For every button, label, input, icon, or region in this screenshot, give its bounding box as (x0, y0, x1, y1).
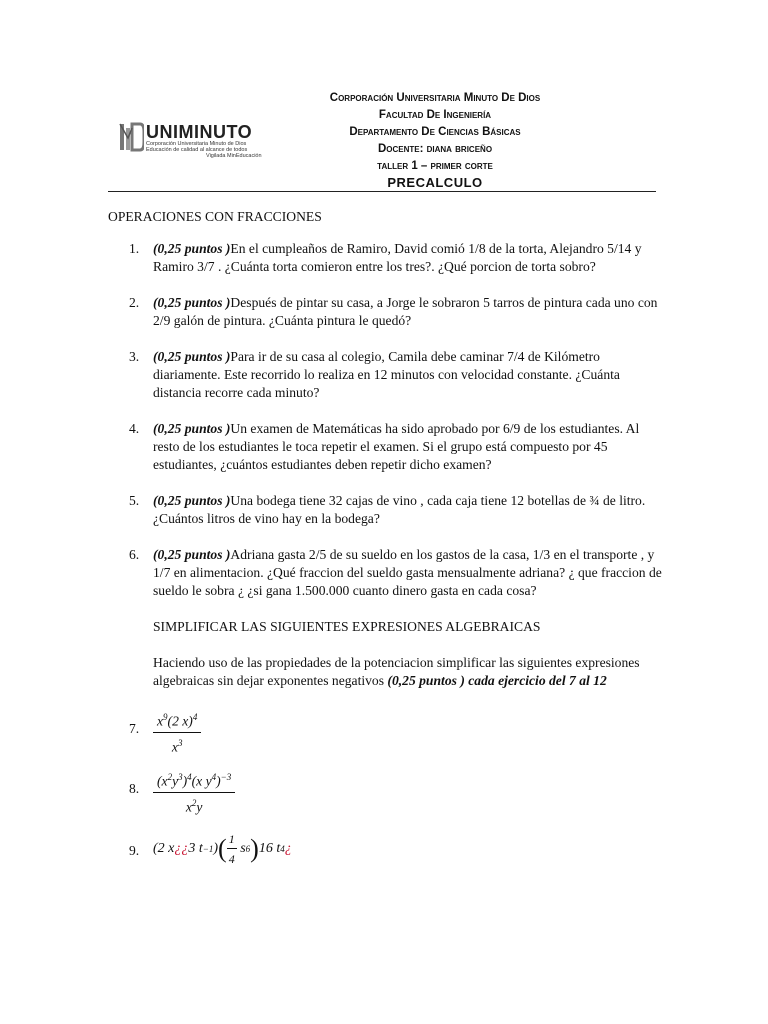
exercise-3 (108, 348, 668, 402)
faculty-name: Facultad De Ingeniería (378, 109, 492, 121)
exercise-list (108, 240, 668, 600)
logo-subtitle (146, 141, 286, 159)
exercise-points: (0,25 puntos ) (153, 241, 231, 256)
teacher-name: Docente: diana briceño (377, 143, 493, 155)
exercise-points: (0,25 puntos ) (153, 547, 231, 562)
exercise-points: (0,25 puntos ) (153, 421, 231, 436)
header-divider (108, 191, 656, 192)
exercise-8 (108, 768, 668, 815)
exercise-2 (108, 294, 668, 330)
exercise-6 (108, 546, 668, 600)
document-header (0, 90, 768, 190)
instructions-points: (0,25 puntos ) cada ejercicio del 7 al 12 (387, 673, 607, 688)
exercise-number: 6. (129, 547, 140, 562)
institution-name: Corporación Universitaria Minuto De Dios (329, 92, 541, 104)
exercise-number: 3. (129, 349, 140, 364)
exercise-number: 5. (129, 493, 140, 508)
exercise-4 (108, 420, 668, 474)
section-title-algebra: SIMPLIFICAR LAS SIGUIENTES EXPRESIONES ALGEBRAICAS (153, 619, 541, 634)
exercise-1 (108, 240, 668, 276)
workshop-title: taller 1 – primer corte (377, 160, 493, 172)
exercise-text: Una bodega tiene 32 cajas de vino , cada caja tiene 12 botellas de ¾ de litro. ¿Cuántos litros de vino hay en la bodega? (153, 493, 646, 526)
department-name: Departamento De Ciencias Básicas (349, 126, 521, 138)
logo-name: UNIMINUTO (146, 122, 253, 142)
section-title-fractions: OPERACIONES CON FRACCIONES (108, 209, 322, 224)
exercise-points: (0,25 puntos ) (153, 295, 231, 310)
uniminuto-logo (118, 120, 288, 160)
exercise-points: (0,25 puntos ) (153, 349, 231, 364)
exercise-text: En el cumpleaños de Ramiro, David comió 1/8 de la torta, Alejandro 5/14 y Ramiro 3/7 . ¿Cuánta torta comieron entre los tres?. ¿Qué porcion de torta sobro? (153, 241, 642, 274)
exercise-number: 2. (129, 295, 140, 310)
exercise-text: Un examen de Matemáticas ha sido aprobado por 6/9 de los estudiantes. Al resto de los estudiantes le toca repetir el examen. Si el grupo está compuesto por 45 estudiantes, ¿cuántos estudiantes deben repetir dicho examen? (153, 421, 640, 472)
expression-8: $\frac{(x^2y^3)^4(x y^4)^{-3}}{x^2y}$ (153, 768, 235, 816)
expression-9: (2 x ¿ ¿ 3 t −1 ) ( $\frac{1}{4}$ s 6 ) 16 t 4 ¿ (153, 832, 292, 866)
logo-sub-line-1: Corporación Universitaria Minuto de Dios (146, 141, 247, 147)
exercise-number: 8. (129, 781, 140, 796)
exercise-points: (0,25 puntos ) (153, 493, 231, 508)
exercise-7 (108, 708, 668, 755)
expression-7: $\frac{x^9(2 x)^4}{x^3}$ (153, 708, 201, 756)
exercise-number: 7. (129, 721, 140, 736)
instructions-text: Haciendo uso de las propiedades de la potenciacion simplificar las siguientes expresiones algebraicas sin dejar exponentes negativos (153, 655, 640, 688)
exercise-number: 4. (129, 421, 140, 436)
exercise-number: 1. (129, 241, 140, 256)
exercise-text: Después de pintar su casa, a Jorge le sobraron 5 tarros de pintura cada uno con 2/9 galón de pintura. ¿Cuánta pintura le quedó? (153, 295, 658, 328)
exercise-text: Para ir de su casa al colegio, Camila debe caminar 7/4 de Kilómetro diariamente. Este recorrido lo realiza en 12 minutos con velocidad constante. ¿Cuánta distancia recorre cada minuto? (153, 349, 620, 400)
exercise-5 (108, 492, 668, 528)
course-title-text: PRECALCULO (387, 175, 483, 190)
logo-sub-line-2: Educación de calidad al alcance de todos (146, 147, 248, 153)
exercise-number: 9. (129, 843, 140, 858)
algebra-instructions (108, 654, 668, 690)
md-emblem-icon (118, 120, 144, 154)
exercise-text: Adriana gasta 2/5 de su sueldo en los gastos de la casa, 1/3 en el transporte , y 1/7 en alimentacion. ¿Qué fraccion del sueldo gasta mensualmente adriana? ¿ que fraccion de sueldo le sobra ¿ ¿si gana 1.500.000 cuanto dinero gasta en cada cosa? (153, 547, 662, 598)
document-body (108, 208, 668, 886)
logo-sub-line-3: Vigilada MinEducación (206, 153, 262, 159)
exercise-9 (108, 830, 668, 868)
